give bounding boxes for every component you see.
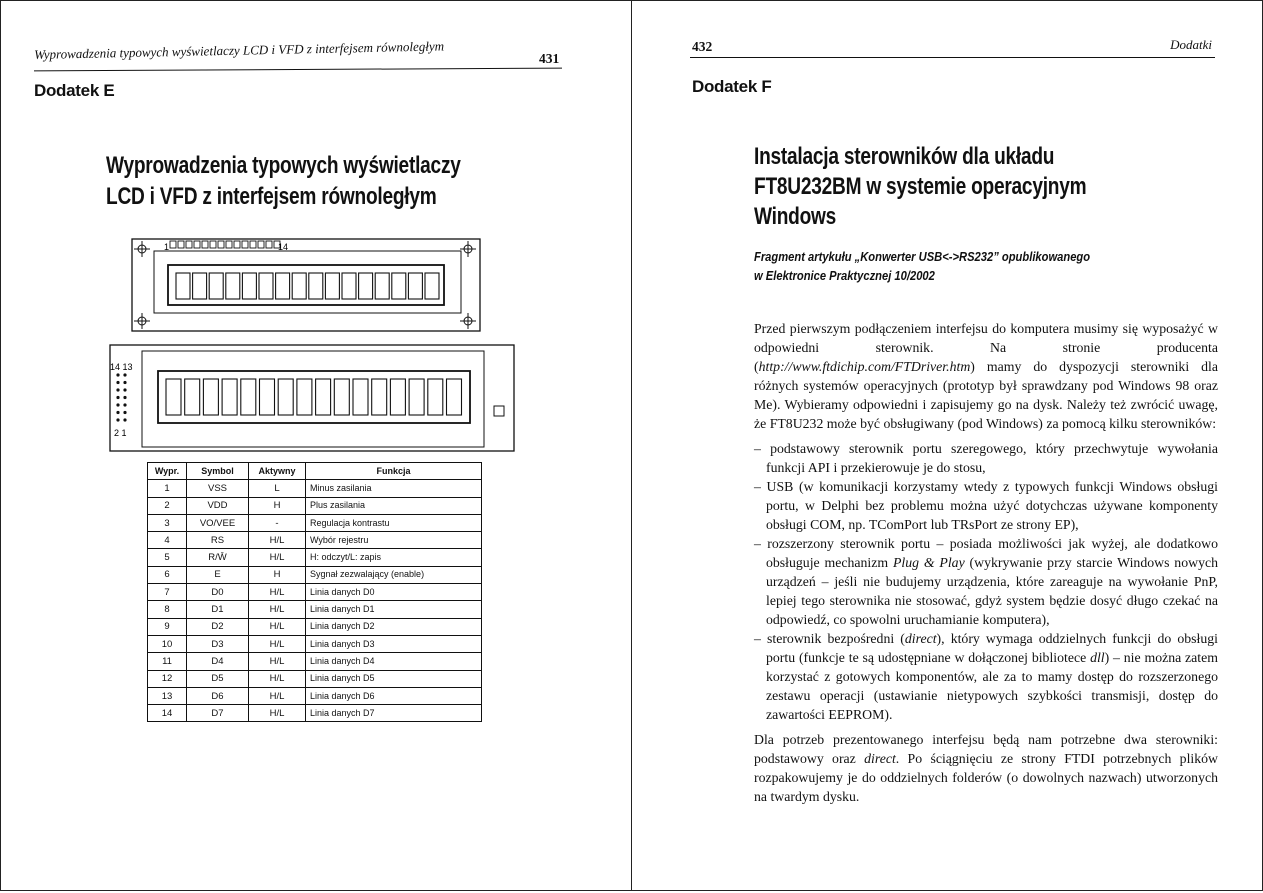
pin-cell: 13 xyxy=(148,687,187,704)
character-cell xyxy=(166,379,181,415)
symbol-cell: RS xyxy=(187,532,249,549)
top-pin-label-right: 14 xyxy=(278,242,289,252)
right-appendix-label: Dodatek F xyxy=(692,77,772,96)
character-cell xyxy=(408,273,422,299)
table-row xyxy=(148,497,482,514)
active-cell: H/L xyxy=(249,584,306,601)
col-header-active: Aktywny xyxy=(249,463,306,480)
pin-pad xyxy=(250,241,256,248)
pin-pad xyxy=(218,241,224,248)
lcd-pin-header-side xyxy=(116,373,126,421)
character-cell xyxy=(203,379,218,415)
active-cell: H/L xyxy=(249,532,306,549)
table-row xyxy=(148,549,482,566)
table-row xyxy=(148,601,482,618)
function-cell: Linia danych D6 xyxy=(306,687,482,704)
character-cell xyxy=(226,273,240,299)
character-cell xyxy=(222,379,237,415)
function-cell: Linia danych D5 xyxy=(306,670,482,687)
list-item: – sterownik bezpośredni (direct), który wymaga oddzielnych funkcji do obsługi portu (funkcje te są udostępniane w dołączonej bibliotece dll) – nie można zatem korzystać z gotowych komponentów, ale za to mamy dostęp do rozszerzonego zestawu operacji (ustawianie nietypowych szybkości transmisji, dostęp do zawartości EEPROM). xyxy=(754,631,1218,722)
pin-dot xyxy=(123,418,126,421)
table-row xyxy=(148,635,482,652)
character-cell xyxy=(390,379,405,415)
symbol-cell: D2 xyxy=(187,618,249,635)
function-cell: H: odczyt/L: zapis xyxy=(306,549,482,566)
character-cell xyxy=(309,273,323,299)
left-running-header: Wyprowadzenia typowych wyświetlaczy LCD i VFD z interfejsem równoległym xyxy=(34,38,445,62)
pin-dot xyxy=(123,396,126,399)
character-cell xyxy=(292,273,306,299)
function-cell: Minus zasilania xyxy=(306,480,482,497)
pin-cell: 6 xyxy=(148,566,187,583)
paragraph-intro: Przed pierwszym podłączeniem interfejsu do komputera musimy się wyposażyć w odpowiedni sterownik. Na stronie producenta (http://www.ftdichip.com/FTDriver.htm) mamy do dyspozycji sterowniki dla różnych systemów operacyjnych (prototyp był sprawdzany pod Windows 98 oraz Me). Wybieramy odpowiedni i zapisujemy go na dysk. Należy też zwrócić uwagę, że FT8U232 może być obsługiwany (pod Windows) za pomocą kilku sterowników: xyxy=(754,321,1218,431)
right-title-line3: Windows xyxy=(754,203,837,230)
pin-cell: 14 xyxy=(148,705,187,722)
function-cell: Linia danych D1 xyxy=(306,601,482,618)
table-row xyxy=(148,514,482,531)
pin-cell: 11 xyxy=(148,653,187,670)
active-cell: L xyxy=(249,480,306,497)
symbol-cell: D7 xyxy=(187,705,249,722)
character-cell xyxy=(278,379,293,415)
right-body-text xyxy=(754,319,1218,812)
pin-cell: 2 xyxy=(148,497,187,514)
side-pin-label-bottom: 2 1 xyxy=(114,428,127,438)
table-row xyxy=(148,705,482,722)
pin-table xyxy=(147,462,482,722)
active-cell: H xyxy=(249,497,306,514)
character-cell xyxy=(342,273,356,299)
right-subtitle-line1: Fragment artykułu „Konwerter USB<->RS232” opublikowanego xyxy=(754,249,1091,264)
lcd-pin-header-top xyxy=(170,241,280,248)
lcd-module-bottom xyxy=(110,345,514,451)
character-cell xyxy=(276,273,290,299)
left-page-number: 431 xyxy=(539,51,560,66)
character-cell xyxy=(425,273,439,299)
pin-pad xyxy=(226,241,232,248)
right-running-header: Dodatki xyxy=(1170,37,1212,52)
lcd-character-cells-top xyxy=(176,273,439,299)
left-header-rule xyxy=(34,68,562,72)
character-cell xyxy=(193,273,207,299)
lcd-pinout-diagram xyxy=(106,233,516,455)
active-cell: H/L xyxy=(249,549,306,566)
pin-pad xyxy=(170,241,176,248)
pin-dot xyxy=(123,411,126,414)
pin-dot xyxy=(116,418,119,421)
right-title-line1: Instalacja sterowników dla układu xyxy=(754,143,1055,170)
symbol-cell: E xyxy=(187,566,249,583)
pin-dot xyxy=(123,381,126,384)
col-header-function: Funkcja xyxy=(306,463,482,480)
table-row xyxy=(148,653,482,670)
character-cell xyxy=(242,273,256,299)
table-row xyxy=(148,532,482,549)
character-cell xyxy=(260,379,275,415)
table-row xyxy=(148,480,482,497)
table-row xyxy=(148,566,482,583)
pin-pad xyxy=(266,241,272,248)
list-item: – USB (w komunikacji korzystamy wtedy z typowych funkcji Windows obsługi portu, w Delphi bez problemu można użyć dotychczas używane komponenty obsługi COM, np. TComPort lub TRsPort ze strony EP), xyxy=(754,479,1218,532)
active-cell: H/L xyxy=(249,670,306,687)
pin-cell: 5 xyxy=(148,549,187,566)
pin-pad xyxy=(258,241,264,248)
right-page-number: 432 xyxy=(692,39,713,54)
list-item: – podstawowy sterownik portu szeregowego, który przechwytuje wywołania funkcji API i przekierowuje je do stosu, xyxy=(754,441,1218,475)
pin-pad xyxy=(178,241,184,248)
character-cell xyxy=(359,273,373,299)
table-row xyxy=(148,584,482,601)
pin-cell: 12 xyxy=(148,670,187,687)
pin-cell: 9 xyxy=(148,618,187,635)
left-title-line1: Wyprowadzenia typowych wyświetlaczy xyxy=(106,152,461,179)
left-appendix-label: Dodatek E xyxy=(34,81,115,100)
pin-pad xyxy=(234,241,240,248)
character-cell xyxy=(353,379,368,415)
character-cell xyxy=(185,379,200,415)
symbol-cell: D0 xyxy=(187,584,249,601)
pin-cell: 8 xyxy=(148,601,187,618)
character-cell xyxy=(334,379,349,415)
active-cell: H/L xyxy=(249,635,306,652)
left-title-line2: LCD i VFD z interfejsem równoległym xyxy=(106,183,437,210)
character-cell xyxy=(297,379,312,415)
list-item: – rozszerzony sterownik portu – posiada możliwości jak wyżej, ale dodatkowo obsługuje mechanizm Plug & Play (wykrywanie przy starcie Windows nowych urządzeń – jeśli nie budujemy urządzenia, które zareaguje na wywołanie PnP, lepiej tego sterownika nie stosować, gdyż system będzie dosyć długo czekać na odpowiedź, co spowolni uruchamianie komputera), xyxy=(754,536,1218,627)
active-cell: H/L xyxy=(249,687,306,704)
character-cell xyxy=(409,379,424,415)
pin-dot xyxy=(123,388,126,391)
lcd-character-cells-bottom xyxy=(166,379,462,415)
character-cell xyxy=(392,273,406,299)
active-cell: H/L xyxy=(249,653,306,670)
function-cell: Plus zasilania xyxy=(306,497,482,514)
pin-cell: 3 xyxy=(148,514,187,531)
pin-cell: 1 xyxy=(148,480,187,497)
top-pin-label-left: 1 xyxy=(164,242,170,252)
character-cell xyxy=(372,379,387,415)
function-cell: Linia danych D7 xyxy=(306,705,482,722)
character-cell xyxy=(209,273,223,299)
symbol-cell: D5 xyxy=(187,670,249,687)
pin-cell: 10 xyxy=(148,635,187,652)
symbol-cell: VSS xyxy=(187,480,249,497)
symbol-cell: D3 xyxy=(187,635,249,652)
pin-pad xyxy=(202,241,208,248)
pin-dot xyxy=(116,396,119,399)
pin-dot xyxy=(123,373,126,376)
pin-dot xyxy=(123,403,126,406)
character-cell xyxy=(375,273,389,299)
side-pin-label-top: 14 13 xyxy=(110,362,133,372)
function-cell: Sygnał zezwalający (enable) xyxy=(306,566,482,583)
function-cell: Wybór rejestru xyxy=(306,532,482,549)
character-cell xyxy=(259,273,273,299)
pin-dot xyxy=(116,403,119,406)
pin-pad xyxy=(186,241,192,248)
col-header-pin: Wypr. xyxy=(148,463,187,480)
driver-list xyxy=(754,439,1218,724)
pin-pad xyxy=(242,241,248,248)
symbol-cell: D6 xyxy=(187,687,249,704)
symbol-cell: R/W̄ xyxy=(187,549,249,566)
active-cell: H/L xyxy=(249,618,306,635)
character-cell xyxy=(428,379,443,415)
character-cell xyxy=(176,273,190,299)
paragraph-closing: Dla potrzeb prezentowanego interfejsu będą nam potrzebne dwa sterowniki: podstawowy oraz direct. Po ściągnięciu ze strony FTDI potrzebnych plików rozpakowujemy je do oddzielnych folderów (o dowolnych nazwach) utworzonych na twardym dysku. xyxy=(754,732,1218,804)
character-cell xyxy=(316,379,331,415)
right-title-line2: FT8U232BM w systemie operacyjnym xyxy=(754,173,1087,200)
table-row xyxy=(148,618,482,635)
table-row xyxy=(148,687,482,704)
active-cell: H/L xyxy=(249,601,306,618)
pin-dot xyxy=(116,388,119,391)
pin-dot xyxy=(116,411,119,414)
pin-table-header-row xyxy=(148,463,482,480)
pin-cell: 7 xyxy=(148,584,187,601)
lcd-module-top xyxy=(132,239,480,331)
table-row xyxy=(148,670,482,687)
pin-dot xyxy=(116,381,119,384)
active-cell: - xyxy=(249,514,306,531)
symbol-cell: D1 xyxy=(187,601,249,618)
character-cell xyxy=(447,379,462,415)
pin-pad xyxy=(194,241,200,248)
function-cell: Linia danych D2 xyxy=(306,618,482,635)
left-page xyxy=(0,0,632,891)
pin-cell: 4 xyxy=(148,532,187,549)
right-subtitle-line2: w Elektronice Praktycznej 10/2002 xyxy=(754,268,935,283)
pin-dot xyxy=(116,373,119,376)
function-cell: Linia danych D3 xyxy=(306,635,482,652)
symbol-cell: D4 xyxy=(187,653,249,670)
active-cell: H/L xyxy=(249,705,306,722)
character-cell xyxy=(241,379,256,415)
function-cell: Regulacja kontrastu xyxy=(306,514,482,531)
pin-pad xyxy=(210,241,216,248)
right-header-rule xyxy=(690,57,1215,58)
function-cell: Linia danych D0 xyxy=(306,584,482,601)
right-page xyxy=(631,0,1263,891)
col-header-symbol: Symbol xyxy=(187,463,249,480)
symbol-cell: VO/VEE xyxy=(187,514,249,531)
symbol-cell: VDD xyxy=(187,497,249,514)
driver-url: http://www.ftdichip.com/FTDriver.htm xyxy=(758,359,971,374)
character-cell xyxy=(325,273,339,299)
function-cell: Linia danych D4 xyxy=(306,653,482,670)
active-cell: H xyxy=(249,566,306,583)
